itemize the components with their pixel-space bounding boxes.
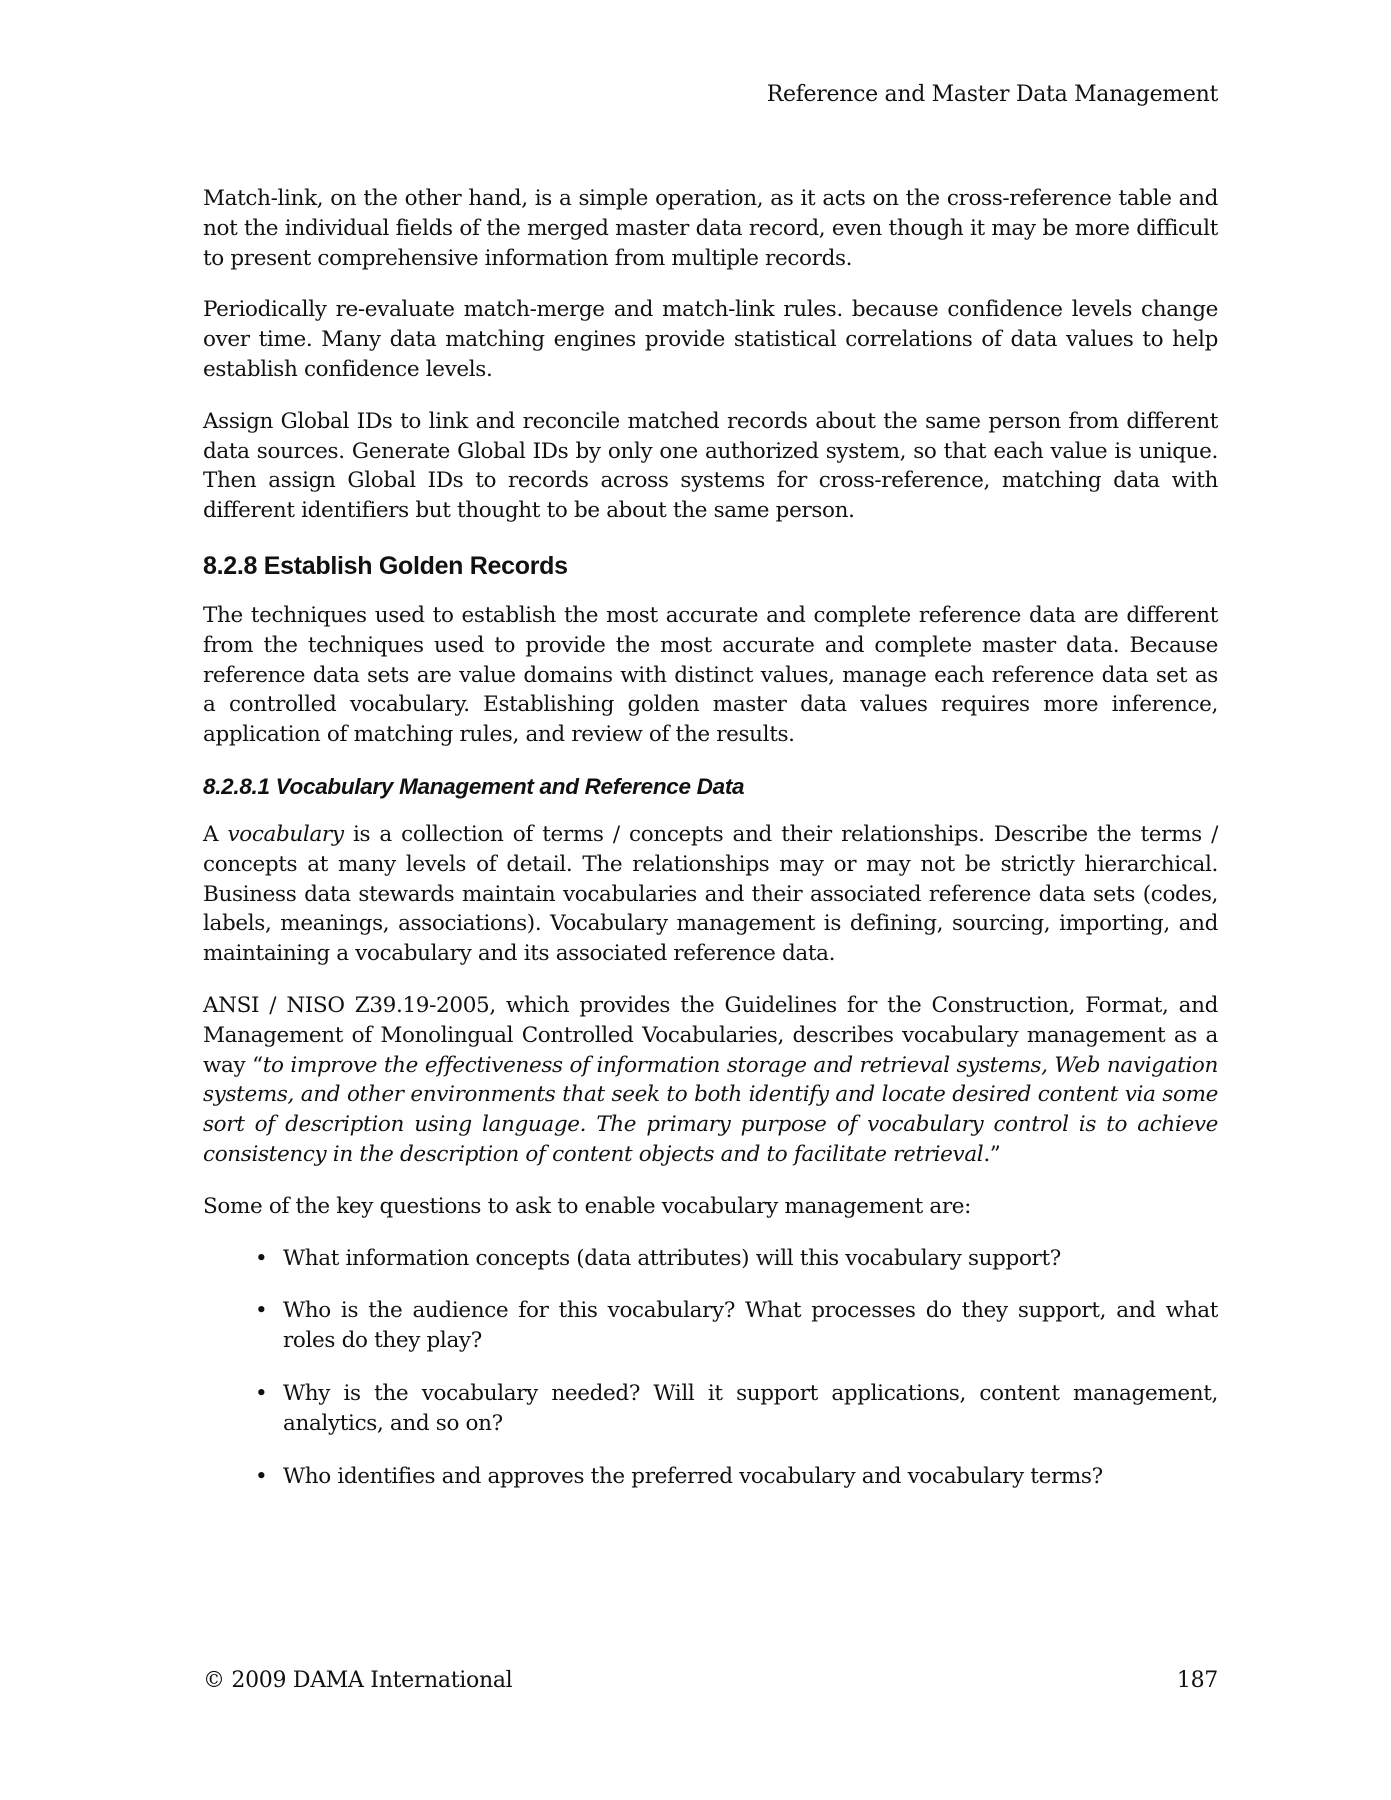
paragraph-match-link: Match-link, on the other hand, is a simple operation, as it acts on the cross-reference table and not the individual fields of the merged master data record, even though it may be more difficult to present comprehensive information from multiple records. bbox=[203, 186, 1218, 271]
list-item: • What information concepts (data attributes) will this vocabulary support? bbox=[283, 1244, 1218, 1274]
ansi-lead: ANSI / NISO Z39.19-2005, which provides the Guidelines for the Construction, Format, and Management of Monolingual Controlled Vocabularies, describes vocabulary management as a way “ bbox=[203, 992, 1218, 1078]
copyright-notice: © 2009 DAMA International bbox=[203, 1668, 513, 1693]
list-item: • Why is the vocabulary needed? Will it support applications, content management, analytics, and so on? bbox=[283, 1379, 1218, 1439]
page-number: 187 bbox=[1176, 1668, 1218, 1693]
list-item: • Who identifies and approves the preferred vocabulary and vocabulary terms? bbox=[283, 1462, 1218, 1492]
page-body bbox=[203, 184, 1218, 1514]
questions-list bbox=[203, 1244, 1218, 1492]
vocab-prefix: A bbox=[203, 821, 228, 847]
paragraph-questions-intro: Some of the key questions to ask to enable vocabulary management are: bbox=[203, 1193, 972, 1219]
subsection-heading: 8.2.8.1 Vocabulary Management and Reference Data bbox=[203, 773, 745, 799]
section-heading: 8.2.8 Establish Golden Records bbox=[203, 551, 568, 580]
list-item: • Who is the audience for this vocabulary? What processes do they support, and what roles do they play? bbox=[283, 1296, 1218, 1356]
paragraph-golden-records-intro: The techniques used to establish the most accurate and complete reference data are different from the techniques used to provide the most accurate and complete master data. Because reference data sets are value domains with distinct values, manage each reference data set as a controlled vocabulary. Establishing golden master data values requires more inference, application of matching rules, and review of the results. bbox=[203, 602, 1218, 748]
running-header: Reference and Master Data Management bbox=[766, 82, 1218, 107]
ansi-quote: to improve the effectiveness of information storage and retrieval systems, Web navigation systems, and other environments that seek to both identify and locate desired content via some sort of description using language. The primary purpose of vocabulary control is to achieve consistency in the description of content objects and to facilitate retrieval bbox=[203, 1052, 1218, 1167]
ansi-tail: .” bbox=[983, 1141, 1001, 1167]
vocab-term: vocabulary bbox=[227, 821, 344, 847]
paragraph-vocabulary-definition bbox=[203, 820, 1218, 969]
paragraph-re-evaluate-rules: Periodically re-evaluate match-merge and match-link rules. because confidence levels change over time. Many data matching engines provide statistical correlations of data values to help establish confidence levels. bbox=[203, 297, 1218, 382]
vocab-rest: is a collection of terms / concepts and their relationships. Describe the terms / concepts at many levels of detail. The relationships may or may not be strictly hierarchical. Business data stewards maintain vocabularies and their associated reference data sets (codes, labels, meanings, associations). Vocabulary management is defining, sourcing, importing, and maintaining a vocabulary and its associated reference data. bbox=[203, 821, 1218, 967]
paragraph-global-ids: Assign Global IDs to link and reconcile matched records about the same person from different data sources. Generate Global IDs by only one authorized system, so that each value is unique. Then assign Global IDs to records across systems for cross-reference, matching data with different identifiers but thought to be about the same person. bbox=[203, 408, 1218, 524]
paragraph-ansi-niso bbox=[203, 991, 1218, 1170]
